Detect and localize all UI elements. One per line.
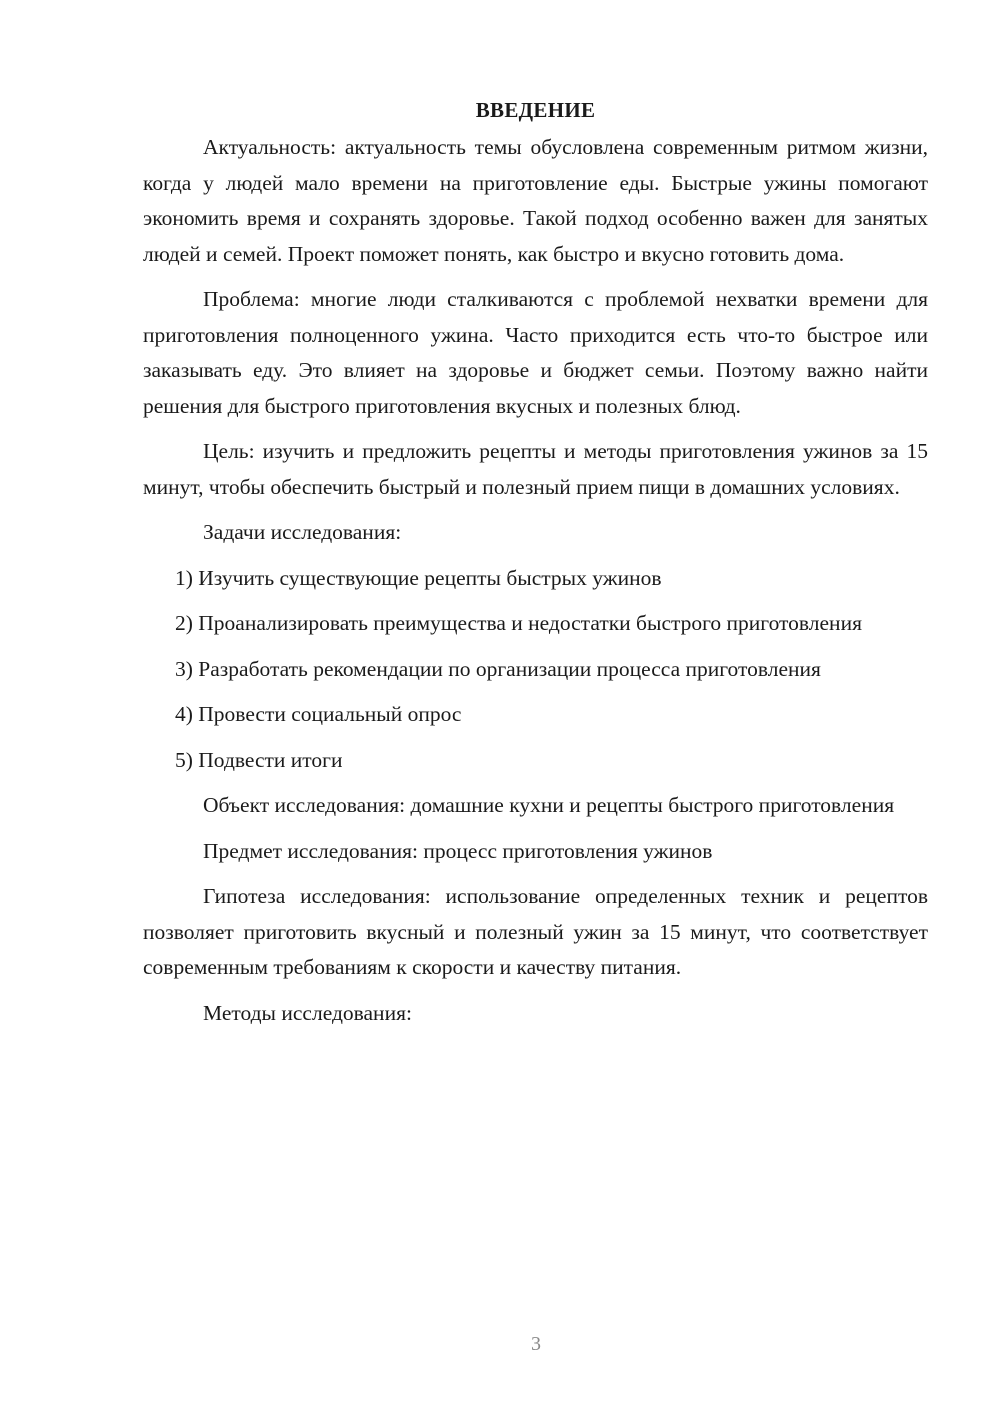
task-item: 5) Подвести итоги	[175, 747, 343, 772]
task-item: 1) Изучить существующие рецепты быстрых ужинов	[175, 565, 662, 590]
object-paragraph: Объект исследования: домашние кухни и рецепты быстрого приготовления	[203, 793, 895, 817]
section-title: ВВЕДЕНИЕ	[475, 98, 596, 122]
page-number: 3	[531, 1333, 541, 1355]
document-page	[143, 92, 928, 1041]
problem-paragraph: Проблема: многие люди сталкиваются с проблемой нехватки времени для приготовления полноценного ужина. Часто приходится есть что-то быстрое или заказывать еду. Это влияет на здоровье и бюджет семьи. Поэтому важно найти решения для быстрого приготовления вкусных и полезных блюд.	[143, 287, 928, 418]
goal-paragraph: Цель: изучить и предложить рецепты и методы приготовления ужинов за 15 минут, чтобы обеспечить быстрый и полезный прием пищи в домашних условиях.	[143, 439, 928, 499]
methods-heading: Методы исследования:	[203, 1000, 412, 1025]
subject-paragraph: Предмет исследования: процесс приготовления ужинов	[203, 838, 713, 863]
task-item: 4) Провести социальный опрос	[175, 702, 462, 726]
relevance-paragraph: Актуальность: актуальность темы обусловлена современным ритмом жизни, когда у людей мало времени на приготовление еды. Быстрые ужины помогают экономить время и сохранять здоровье. Такой подход особенно важен для занятых людей и семей. Проект поможет понять, как быстро и вкусно готовить дома.	[143, 135, 928, 266]
task-item: 2) Проанализировать преимущества и недостатки быстрого приготовления	[175, 611, 862, 635]
tasks-heading: Задачи исследования:	[203, 520, 402, 544]
hypothesis-paragraph: Гипотеза исследования: использование определенных техник и рецептов позволяет приготовить вкусный и полезный ужин за 15 минут, что соответствует современным требованиям к скорости и качеству питания.	[143, 884, 928, 979]
task-item: 3) Разработать рекомендации по организации процесса приготовления	[175, 656, 821, 681]
